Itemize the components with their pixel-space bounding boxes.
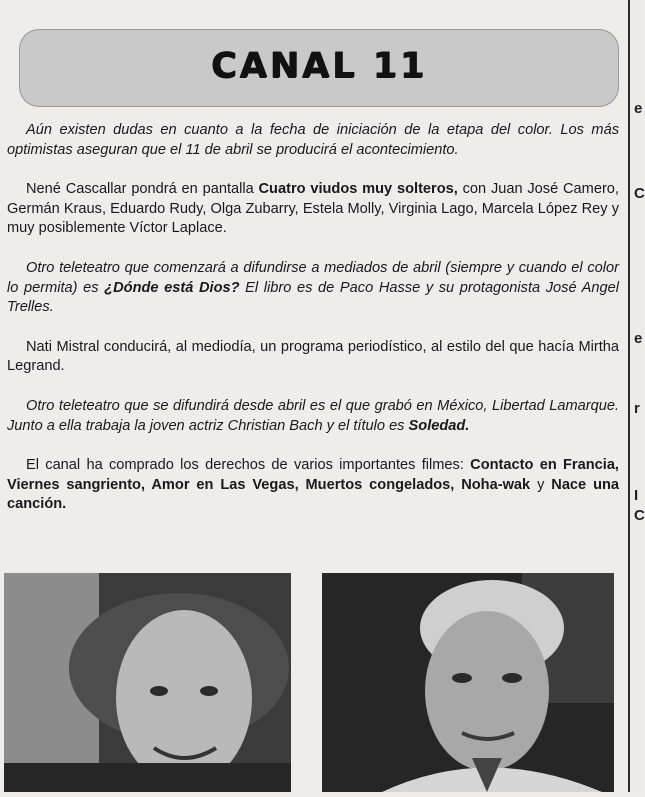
- article-body: [7, 121, 619, 535]
- article-paragraph: [7, 397, 619, 436]
- adjacent-column-fragment: e: [634, 100, 643, 117]
- article-paragraph: [7, 180, 619, 239]
- adjacent-column-fragment: r: [634, 400, 640, 417]
- adjacent-column-fragment: e: [634, 330, 643, 347]
- portrait-photo-woman: [4, 573, 291, 792]
- section-title: CANAL 11: [210, 46, 428, 86]
- adjacent-column-fragment: C: [634, 185, 645, 202]
- article-paragraph: [7, 121, 619, 160]
- portrait-woman-image: [4, 573, 291, 792]
- bold-title-text: Cuatro viudos muy solteros,: [258, 181, 458, 198]
- adjacent-column-fragment: I: [634, 487, 639, 504]
- bold-title-text: Contacto en Francia, Viernes sangriento, Amor en Las Vegas, Muertos congelados, Noha-wak: [7, 457, 619, 493]
- paragraph-text: Aún existen dudas en cuanto a la fecha de iniciación de la etapa del color. Los más optimistas aseguran que el 11 de abril se producirá el acontecimiento.: [7, 122, 619, 158]
- portrait-man-image: [322, 573, 614, 792]
- article-paragraph: [7, 338, 619, 377]
- portrait-photo-man: [322, 573, 614, 792]
- bold-title-text: Nace una canción.: [7, 476, 620, 513]
- paragraph-text: y: [530, 476, 552, 493]
- bold-title-text: Soledad.: [408, 417, 470, 434]
- article-paragraph: [7, 259, 619, 318]
- paragraph-text: con Juan José Camero, Germán Kraus, Eduardo Rudy, Olga Zubarry, Estela Molly, Virginia Lago, Marcela López Rey y muy posiblemente Víctor Laplace.: [7, 181, 619, 237]
- paragraph-text: El libro es de Paco Hasse y su protagonista José Angel Trelles.: [7, 279, 619, 316]
- adjacent-column-fragment: C: [634, 507, 645, 524]
- article-paragraph: [7, 456, 619, 515]
- column-rule: [628, 0, 630, 792]
- paragraph-text: Otro teleteatro que se difundirá desde abril es el que grabó en México, Libertad Lamarque. Junto a ella trabaja la joven actriz Christian Bach y el título es: [7, 397, 619, 434]
- paragraph-text: Nené Cascallar pondrá en pantalla: [26, 181, 259, 198]
- paragraph-text: El canal ha comprado los derechos de varios importantes filmes:: [26, 457, 471, 474]
- bold-title-text: ¿Dónde está Dios?: [104, 279, 240, 296]
- section-banner: [19, 29, 619, 107]
- paragraph-text: Otro teleteatro que comenzará a difundirse a mediados de abril (siempre y cuando el color lo permita) es: [7, 259, 619, 296]
- adjacent-column-edge: [631, 0, 643, 792]
- paragraph-text: Nati Mistral conducirá, al mediodía, un programa periodístico, al estilo del que hacía Mirtha Legrand.: [7, 338, 619, 375]
